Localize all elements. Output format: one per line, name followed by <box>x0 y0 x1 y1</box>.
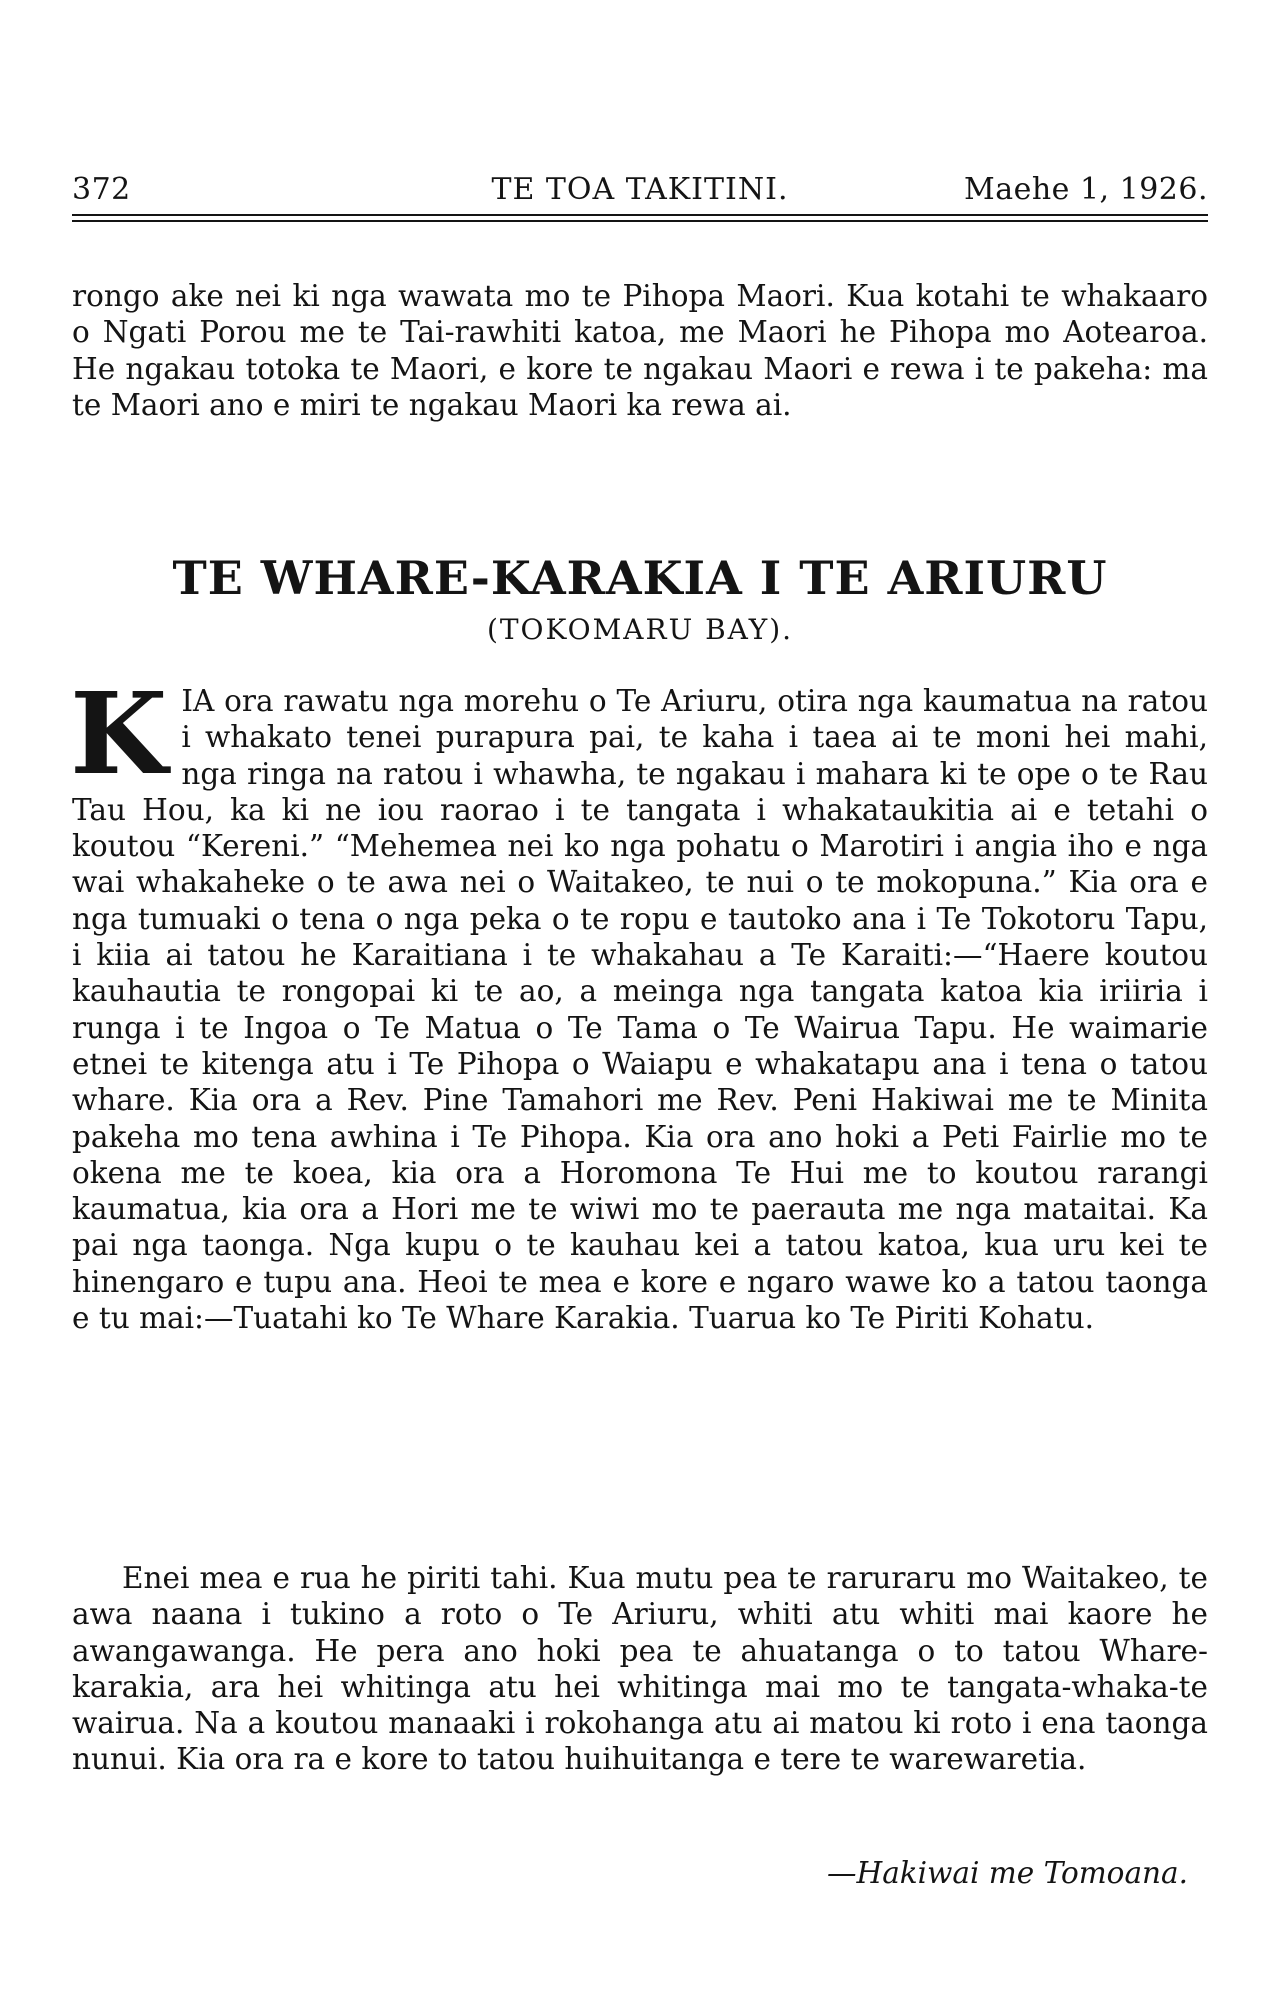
article-paragraph-1 <box>70 669 1208 1336</box>
header-rule-double <box>72 220 1208 222</box>
header-rule <box>72 214 1208 216</box>
publication-title: TE TOA TAKITINI. <box>491 172 789 207</box>
drop-cap: K <box>70 669 168 800</box>
document-page <box>72 0 1208 2003</box>
article-paragraph-2: Enei mea e rua he piriti tahi. Kua mutu pea te raruraru mo Waitakeo, te awa naana i tukino a roto o Te Ariuru, whiti atu whiti mai kaore he awangawanga. He pera ano hoki pea te ahuatanga o to tatou Whare-karakia, ara hei whitinga atu hei whitinga mai mo te tangata-whaka-te wairua. Na a koutou manaaki i rokohanga atu ai matou ki roto i ena taonga nunui. Kia ora ra e kore to tatou huihuitanga e tere te warewaretia. <box>72 1561 1208 1777</box>
article-signature: —Hakiwai me Tomoana. <box>826 1856 1188 1890</box>
article-paragraph-1-text: IA ora rawatu nga morehu o Te Ariuru, otira nga kaumatua na ratou i whakato tenei purapura pai, te kaha i taea ai te moni hei mahi, nga ringa na ratou i whawha, te ngakau i mahara ki te ope o te Rau Tau Hou, ka ki ne iou raorao i te tangata i whakataukitia ai e tetahi o koutou “Kereni.” “Mehemea nei ko nga pohatu o Marotiri i angia iho e nga wai whakaheke o te awa nei o Waitakeo, te nui o te mokopuna.” Kia ora e nga tumuaki o tena o nga peka o te ropu e tautoko ana i Te Tokotoru Tapu, i kiia ai tatou he Karaitiana i te whakahau a Te Karaiti:—“Haere koutou kauhautia te rongopai ki te ao, a meinga nga tangata katoa kia iriiria i runga i te Ingoa o Te Matua o Te Tama o Te Wairua Tapu. He waimarie etnei te kitenga atu i Te Pihopa o Waiapu e whakatapu ana i tena o tatou whare. Kia ora a Rev. Pine Tamahori me Rev. Peni Hakiwai me te Minita pakeha mo tena awhina i Te Pihopa. Kia ora ano hoki a Peti Fairlie mo te okena me te koea, kia ora a Horomona Te Hui me to koutou rarangi kaumatua, kia ora a Hori me te wiwi mo te paerauta me nga mataitai. Ka pai nga taonga. Nga kupu o te kauhau kei a tatou katoa, kua uru kei te hinengaro e tupu ana. Heoi te mea e kore e ngaro wawe ko a tatou taonga e tu mai:—Tuatahi ko Te Whare Karakia. Tuarua ko Te Piriti Kohatu. <box>72 684 1208 1336</box>
page-number: 372 <box>72 172 131 207</box>
running-head <box>72 170 1208 210</box>
intro-paragraph: rongo ake nei ki nga wawata mo te Pihopa Maori. Kua kotahi te whakaaro o Ngati Porou me te Tai-rawhiti katoa, me Maori he Pihopa mo Aotearoa. He ngakau totoka te Maori, e kore te ngakau Maori e rewa i te pakeha: ma te Maori ano e miri te ngakau Maori ka rewa ai. <box>72 279 1208 422</box>
article-subtitle: (TOKOMARU BAY). <box>486 613 794 646</box>
article-title: TE WHARE-KARAKIA I TE ARIURU <box>172 551 1108 605</box>
issue-date: Maehe 1, 1926. <box>963 172 1208 207</box>
